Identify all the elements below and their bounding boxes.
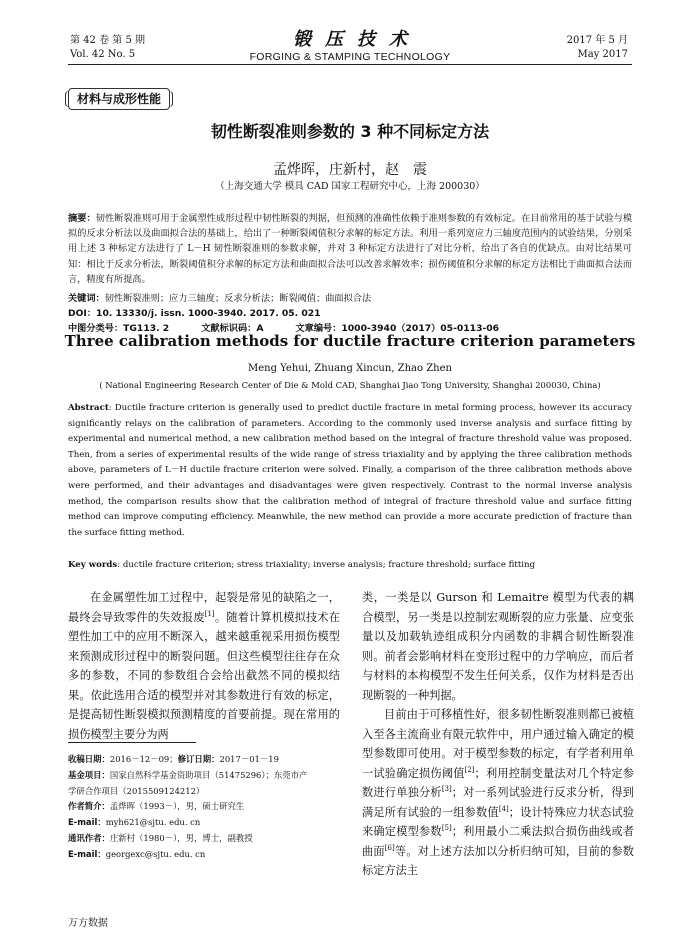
section-tag: 材料与成形性能: [68, 88, 170, 110]
article-no-label: 文章编号：: [295, 323, 342, 334]
footnote-rule: [68, 742, 196, 743]
footnote-fund-cont: 学研合作项目（2015509124212）: [68, 785, 205, 796]
citation-6: [6]: [384, 843, 395, 852]
journal-title-en: FORGING & STAMPING TECHNOLOGY: [249, 51, 451, 63]
affiliation-en: ( National Engineering Research Center of Die & Mold CAD, Shanghai Jiao Tong University, Shanghai 200030, China): [99, 380, 601, 390]
date-cn: 2017 年 5 月: [566, 35, 628, 46]
doi-label: DOI：: [68, 308, 97, 319]
keywords-cn-label: 关键词：: [68, 293, 105, 304]
revised-value: 2017－01－19: [219, 754, 279, 764]
citation-4: [4]: [498, 804, 509, 813]
email-1-value: myh621@sjtu. edu. cn: [105, 817, 201, 828]
wanfang-watermark: 万方数据: [68, 918, 108, 929]
doc-code-value: A: [256, 323, 264, 334]
doc-code-label: 文献标识码：: [201, 323, 257, 334]
email-2-value: georgexc@sjtu. edu. cn: [105, 848, 206, 859]
abstract-en: [68, 401, 632, 541]
volume-en: Vol. 42 No. 5: [70, 49, 136, 60]
footnote-author: [68, 799, 344, 815]
footnote-corresponding: [68, 831, 344, 847]
title-cn: 韧性断裂准则参数的 3 种不同标定方法: [210, 122, 490, 141]
authors-en: Meng Yehui, Zhuang Xincun, Zhao Zhen: [248, 363, 452, 374]
body-right-text-c: ；对一系列试验进行反求分析，得到满足所有试验的一组参数值: [362, 786, 634, 819]
journal-title-cn: 锻压技术: [293, 29, 421, 50]
body-right-column: [362, 588, 634, 881]
body-right-text-d: ；设计特殊应力状态试验来确定模型参数: [362, 805, 634, 838]
citation-1: [1]: [204, 609, 215, 618]
abstract-en-text: : Ductile fracture criterion is generally used to predict ductile fracture in metal forming process, however its accuracy significantly relays on the calibration of parameters. According to the commonly used inverse analysis and surface fitting by experimental and numerical method, a new calibration method based on the integral of fracture threshold value was proposed. Then, from a series of experimental results of the wide range of stress triaxiality and by applying the three calibration methods above, parameters of L－H ductile fracture criterion were solved. Finally, a comparison of the three calibration methods above were performed, and their advantages and disadvantages were given respectively. Contrast to the normal inverse analysis method, the comparison results show that the calibration method of integral of fracture threshold value and surface fitting method can improve computing efficiency. Meanwhile, the new method can provide a more accurate prediction of fracture than the surface fitting method.: [68, 403, 632, 538]
keywords-en-text: : ductile fracture criterion; stress triaxiality; inverse analysis; fracture threshold; surface fitting: [117, 560, 536, 570]
corresponding-value: 庄新村（1980－），男，博士，副教授: [109, 832, 253, 843]
author-label: 作者简介：: [68, 801, 110, 812]
body-left-text-2: 。随着计算机模拟技术在塑性加工中的应用不断深入，越来越重视采用损伤模型来预测成形过程中的断裂问题。但这些模型往往存在众多的参数，不同的参数组合会给出截然不同的模拟结果。依此选用合适的模型并对其参数进行有效的标定，是提高韧性断裂模拟预测精度的首要前提。现在常用的损伤模型主要分为两: [68, 610, 340, 741]
abstract-cn: [68, 211, 632, 287]
abstract-cn-text: 韧性断裂准则可用于金属塑性成形过程中韧性断裂的判据，但预测的准确性依赖于准则参数的有效标定。在目前常用的基于试验与模拟的反求分析法以及曲面拟合法的基础上，给出了一种断裂阈值积分求解的标定方法。利用一系列宽应力三轴度范围内的试验结果，分别采用上述 3 种标定方法进行了 L－H 韧性断裂准则的参数求解，并对 3 种标定方法进行了对比分析，给出了各自的优缺点。由对比结果可知：相比于反求分析法，断裂阈值积分求解的标定方法和曲面拟合法可以改善求解效率；损伤阈值积分求解的标定方法相比于曲面拟合法而言，精度有所提高。: [68, 213, 633, 285]
fund-line-1: 国家自然科学基金资助项目（51475296）；东莞市产: [109, 769, 308, 780]
clc-label: 中图分类号：: [68, 323, 124, 334]
footnotes: [68, 752, 344, 863]
issue-date: [567, 34, 628, 62]
body-right-text-b: ；利用控制变量法对几个特定参数进行单独分析: [362, 766, 634, 799]
body-right-text-e: ；利用最小二乘法拟合损伤曲线或者曲面: [362, 825, 634, 858]
citation-2: [2]: [464, 765, 475, 774]
revised-label: 修订日期：: [177, 754, 220, 764]
keywords-en: [68, 558, 632, 572]
body-right-text-a: 目前由于可移植性好，很多韧性断裂准则都已被植入至各主流商业有限元软件中，用户通过输入确定的模型参数即可使用。对于模型参数的标定，有学者利用单一试验确定损伤阈值: [362, 708, 634, 780]
body-right-paragraph-2: [362, 705, 634, 881]
citation-3: [3]: [441, 785, 452, 793]
date-en: May 2017: [577, 49, 628, 60]
received-value: 2016－12－09；: [109, 754, 178, 764]
corresponding-label: 通讯作者：: [68, 832, 110, 843]
body-right-paragraph-1: 类，一类是以 Gurson 和 Lemaitre 模型为代表的耦合模型，另一类是以控制宏观断裂的应力张量、应变张量以及加载轨迹组成积分内函数的非耦合韧性断裂准则。前者会影响材料在变形过程中的力学响应，而后者与材料的本构模型不发生任何关系，仅作为材料是否出现断裂的一种判据。: [362, 591, 634, 702]
footnote-dates: [68, 752, 344, 768]
clc-value: TG113. 2: [123, 323, 170, 334]
footnote-email-2: [68, 847, 344, 863]
keywords-cn-text: 韧性断裂准则；应力三轴度；反求分析法；断裂阈值；曲面拟合法: [104, 293, 372, 304]
keywords-cn: [68, 291, 632, 306]
abstract-en-label: Abstract: [68, 403, 109, 413]
body-left-text-1: 在金属塑性加工过程中，起裂是常见的缺陷之一，最终会导致零件的失效报废: [68, 591, 340, 624]
doi-line: [68, 306, 632, 321]
header-rule: [68, 64, 632, 65]
affiliation-cn: （上海交通大学 模具 CAD 国家工程研究中心，上海 200030）: [215, 181, 485, 192]
body-right-text-f: 等。对上述方法加以分析归纳可知，目前的参数标定方法主: [362, 844, 634, 877]
received-label: 收稿日期：: [68, 754, 110, 764]
author-value: 孟烨晖（1993－），男，硕士研究生: [109, 801, 245, 812]
title-en: Three calibration methods for ductile fracture criterion parameters: [64, 332, 636, 350]
keywords-en-label: Key words: [68, 560, 118, 570]
email-2-label: E-mail：: [68, 848, 106, 859]
abstract-cn-label: 摘要：: [68, 213, 96, 224]
doi-value: 10. 13330/j. issn. 1000-3940. 2017. 05. 021: [96, 308, 321, 319]
email-1-label: E-mail：: [68, 817, 106, 828]
article-no-value: 1000-3940（2017）05-0113-06: [341, 323, 500, 334]
fund-label: 基金项目：: [68, 769, 110, 780]
citation-5: [5]: [441, 824, 452, 832]
body-left-column: [68, 588, 340, 744]
authors-cn: 孟烨晖，庄新村，赵 震: [273, 162, 427, 178]
footnote-fund: [68, 768, 344, 784]
volume-cn: 第 42 卷 第 5 期: [70, 35, 145, 46]
footnote-email-1: [68, 815, 344, 831]
